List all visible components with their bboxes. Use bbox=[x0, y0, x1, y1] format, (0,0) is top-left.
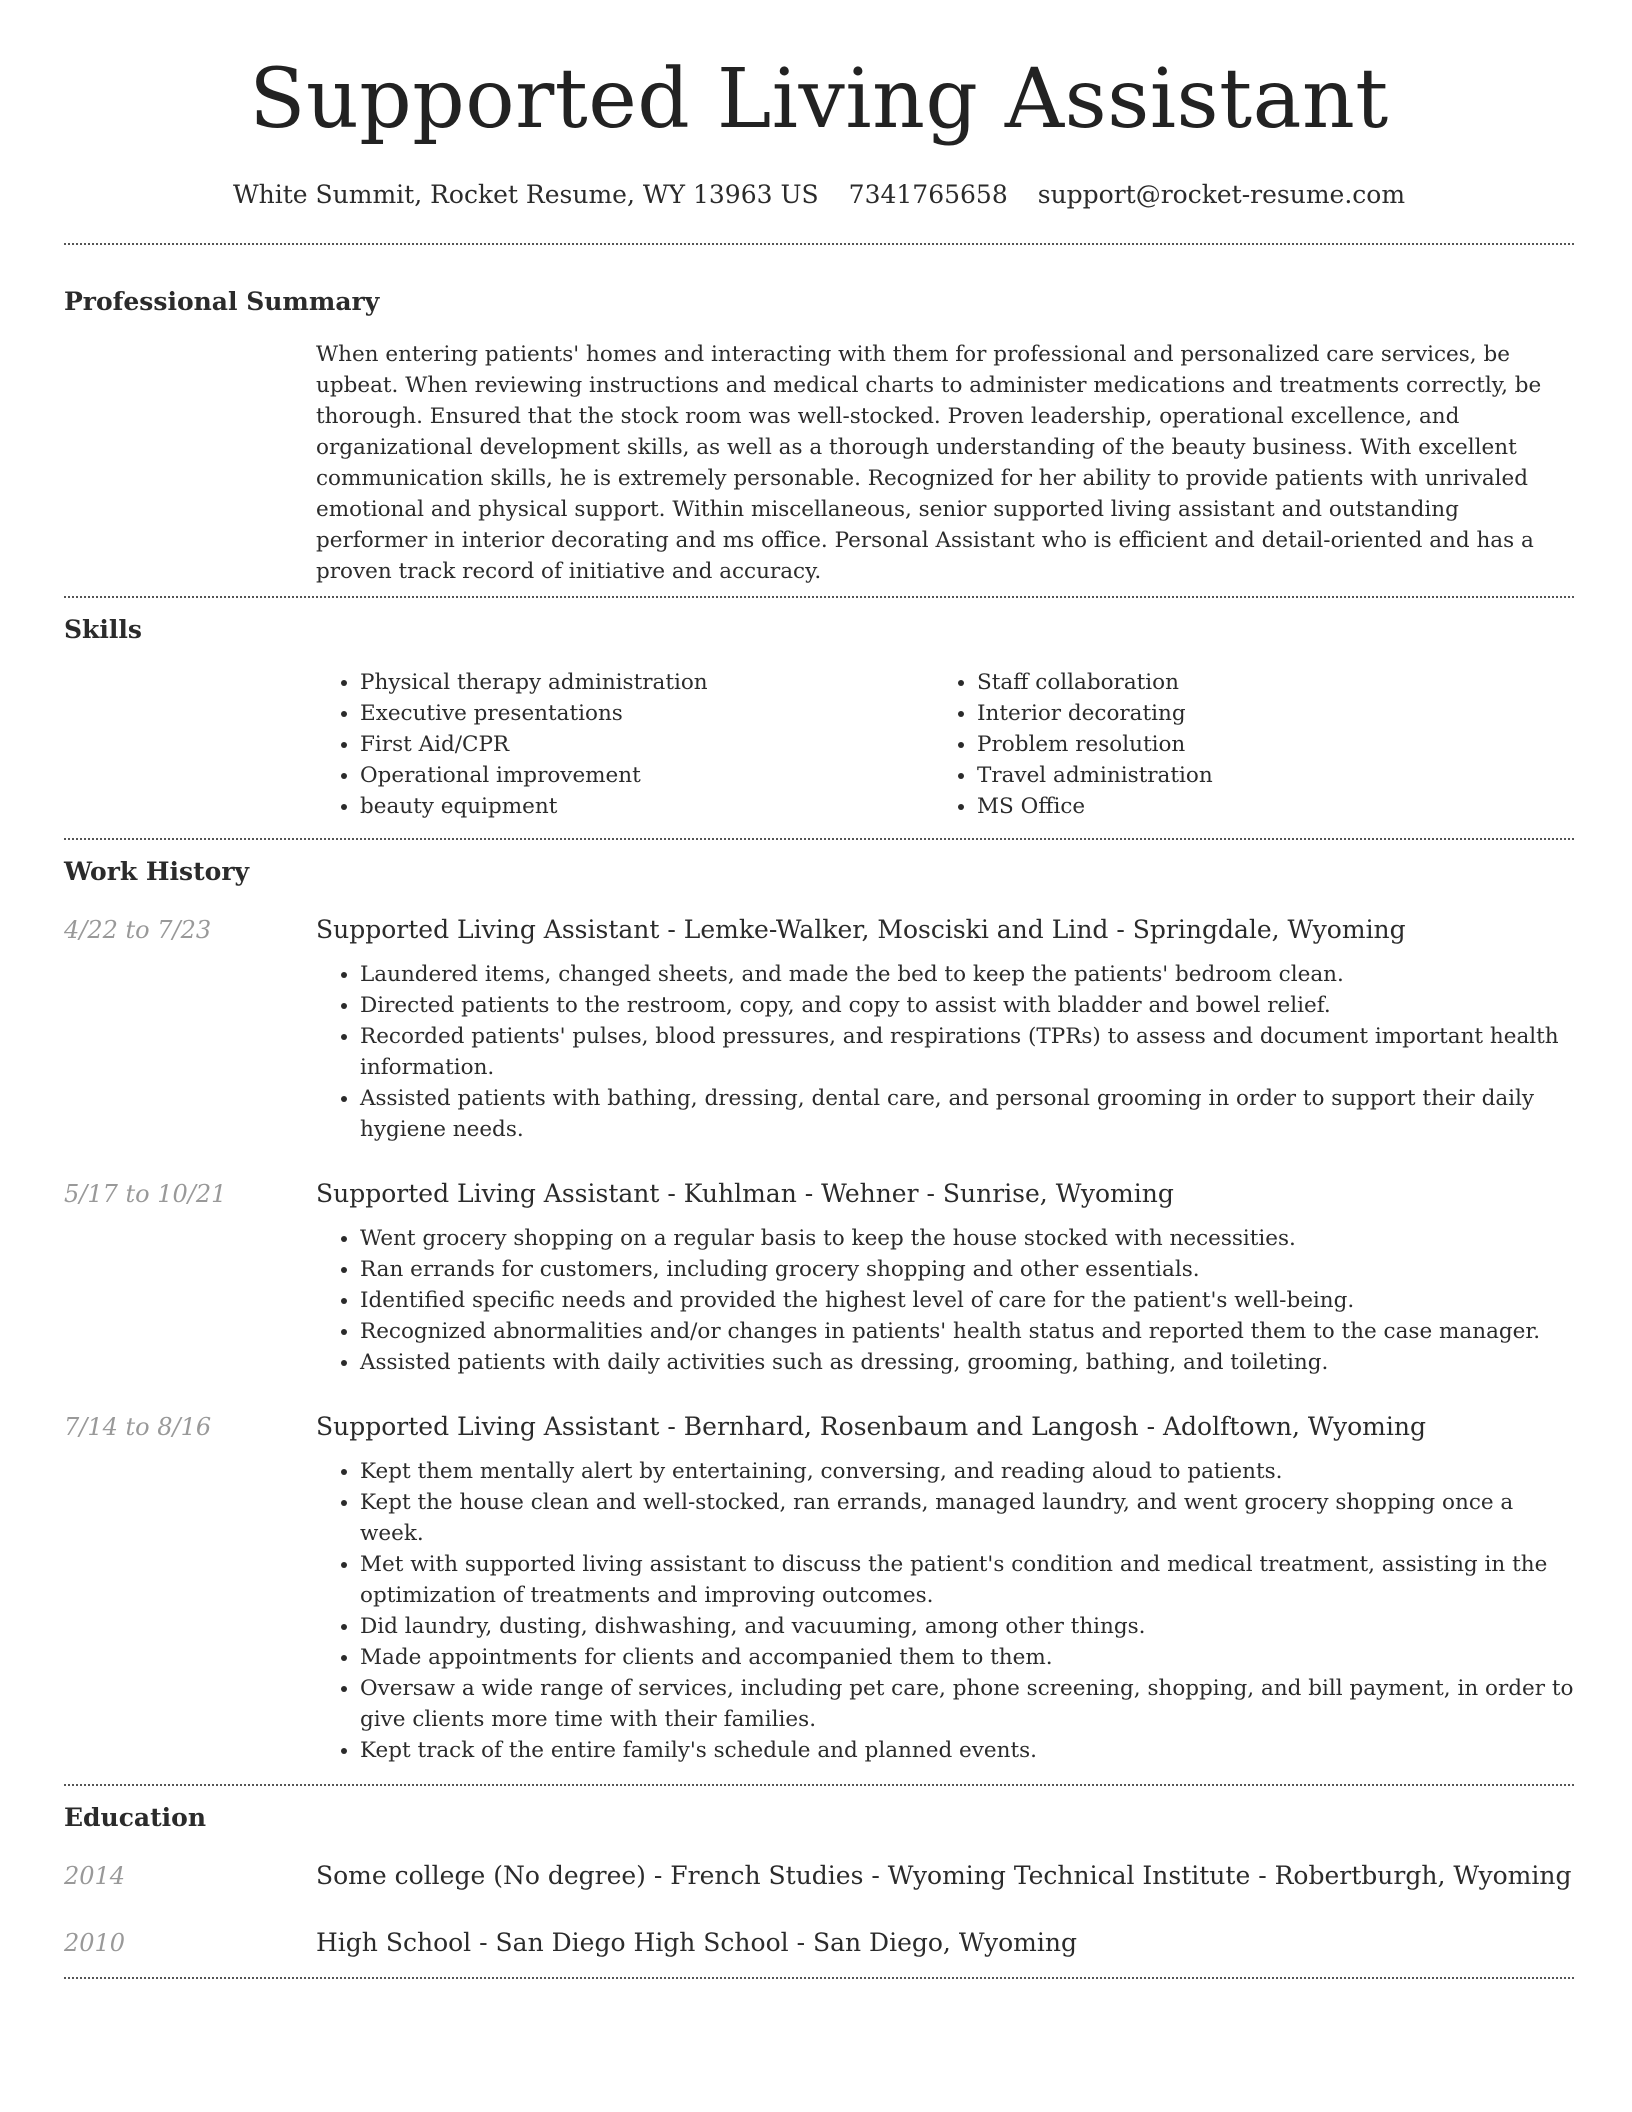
education-section bbox=[64, 1801, 1574, 1960]
resume-page bbox=[64, 0, 1574, 1979]
list-item: • Did laundry, dusting, dishwashing, and vacuuming, among other things. bbox=[360, 1611, 1574, 1642]
education-entry bbox=[64, 1859, 1574, 1893]
skills-columns bbox=[316, 667, 1574, 822]
skill-item: • Physical therapy administration bbox=[360, 667, 933, 698]
education-degree: High School bbox=[316, 1928, 472, 1957]
job-dates: 7/14 to 8/16 bbox=[64, 1413, 212, 1441]
skills-heading: Skills bbox=[64, 615, 142, 644]
list-item: • Made appointments for clients and accompanied them to them. bbox=[360, 1642, 1574, 1673]
list-item: • Laundered items, changed sheets, and made the bed to keep the patients' bedroom clean. bbox=[360, 959, 1574, 990]
job-employer: - Kuhlman - Wehner - Sunrise, Wyoming bbox=[659, 1179, 1174, 1208]
job-entry bbox=[64, 913, 1574, 1145]
job-dates: 4/22 to 7/23 bbox=[64, 916, 212, 944]
section-divider bbox=[64, 243, 1574, 245]
education-year: 2014 bbox=[64, 1862, 126, 1890]
job-title-line bbox=[316, 1410, 1574, 1444]
summary-body bbox=[316, 339, 1574, 587]
job-title: Supported Living Assistant bbox=[316, 915, 660, 944]
work-section bbox=[64, 855, 1574, 1766]
summary-heading: Professional Summary bbox=[64, 287, 380, 316]
education-location: Robertburgh, Wyoming bbox=[1274, 1861, 1572, 1890]
list-item: • Kept the house clean and well-stocked, ran errands, managed laundry, and went grocery shopping once a week. bbox=[360, 1487, 1574, 1549]
skill-item: • First Aid/CPR bbox=[360, 729, 933, 760]
contact-email[interactable]: support@rocket-resume.com bbox=[1037, 180, 1406, 209]
education-school: Wyoming Technical Institute bbox=[887, 1861, 1251, 1890]
job-bullets bbox=[316, 1223, 1574, 1378]
section-divider bbox=[64, 1977, 1574, 1979]
list-item: • Recognized abnormalities and/or changes in patients' health status and reported them to the case manager. bbox=[360, 1316, 1574, 1347]
contact-address: White Summit, Rocket Resume, WY 13963 US bbox=[232, 180, 819, 209]
list-item: • Assisted patients with bathing, dressing, dental care, and personal grooming in order to support their daily hygiene needs. bbox=[360, 1083, 1574, 1145]
job-entry bbox=[64, 1410, 1574, 1766]
contact-phone: 7341765658 bbox=[848, 180, 1008, 209]
education-line: High School - San Diego High School - San Diego, Wyoming bbox=[316, 1928, 1077, 1957]
skill-item: • Interior decorating bbox=[977, 698, 1550, 729]
education-entry bbox=[64, 1926, 1574, 1960]
list-item: • Assisted patients with daily activities such as dressing, grooming, bathing, and toileting. bbox=[360, 1347, 1574, 1378]
list-item: • Went grocery shopping on a regular basis to keep the house stocked with necessities. bbox=[360, 1223, 1574, 1254]
section-divider bbox=[64, 1784, 1574, 1786]
section-divider bbox=[64, 596, 1574, 598]
job-body bbox=[316, 913, 1574, 1145]
job-bullets bbox=[316, 1456, 1574, 1766]
skill-item: • Operational improvement bbox=[360, 760, 933, 791]
education-heading: Education bbox=[64, 1803, 207, 1832]
education-location: San Diego, Wyoming bbox=[812, 1928, 1077, 1957]
job-employer: - Lemke-Walker, Mosciski and Lind - Springdale, Wyoming bbox=[659, 915, 1406, 944]
skills-list-left bbox=[316, 667, 933, 822]
job-title: Supported Living Assistant bbox=[316, 1179, 660, 1208]
work-heading: Work History bbox=[64, 857, 250, 886]
education-field: French Studies bbox=[670, 1861, 864, 1890]
skill-item: • MS Office bbox=[977, 791, 1550, 822]
job-dates: 5/17 to 10/21 bbox=[64, 1180, 227, 1208]
education-line: Some college (No degree) - French Studies - Wyoming Technical Institute - Robertburgh, Wyoming bbox=[316, 1861, 1572, 1890]
job-title-line bbox=[316, 913, 1574, 947]
skill-item: • beauty equipment bbox=[360, 791, 933, 822]
contact-line bbox=[64, 178, 1574, 212]
education-school: San Diego High School bbox=[495, 1928, 789, 1957]
skill-item: • Executive presentations bbox=[360, 698, 933, 729]
list-item: • Identified specific needs and provided the highest level of care for the patient's well-being. bbox=[360, 1285, 1574, 1316]
summary-section bbox=[64, 285, 1574, 587]
job-bullets bbox=[316, 959, 1574, 1145]
job-employer: - Bernhard, Rosenbaum and Langosh - Adolftown, Wyoming bbox=[659, 1412, 1426, 1441]
skills-section bbox=[64, 613, 1574, 822]
skill-item: • Staff collaboration bbox=[977, 667, 1550, 698]
list-item: • Recorded patients' pulses, blood pressures, and respirations (TPRs) to assess and document important health information. bbox=[360, 1021, 1574, 1083]
list-item: • Kept them mentally alert by entertaining, conversing, and reading aloud to patients. bbox=[360, 1456, 1574, 1487]
job-entry bbox=[64, 1177, 1574, 1378]
job-title-line bbox=[316, 1177, 1574, 1211]
job-body bbox=[316, 1177, 1574, 1378]
list-item: • Directed patients to the restroom, copy, and copy to assist with bladder and bowel relief. bbox=[360, 990, 1574, 1021]
list-item: • Met with supported living assistant to discuss the patient's condition and medical treatment, assisting in the optimization of treatments and improving outcomes. bbox=[360, 1549, 1574, 1611]
job-title: Supported Living Assistant bbox=[316, 1412, 660, 1441]
skill-item: • Travel administration bbox=[977, 760, 1550, 791]
skills-list-right bbox=[933, 667, 1550, 822]
education-degree: Some college (No degree) bbox=[316, 1861, 646, 1890]
list-item: • Oversaw a wide range of services, including pet care, phone screening, shopping, and bill payment, in order to give clients more time with their families. bbox=[360, 1673, 1574, 1735]
list-item: • Kept track of the entire family's schedule and planned events. bbox=[360, 1735, 1574, 1766]
job-body bbox=[316, 1410, 1574, 1766]
candidate-name: Supported Living Assistant bbox=[249, 52, 1389, 147]
list-item: • Ran errands for customers, including grocery shopping and other essentials. bbox=[360, 1254, 1574, 1285]
summary-text: When entering patients' homes and interacting with them for professional and personalized care services, be upbeat. When reviewing instructions and medical charts to administer medications and treatments correctly, be thorough. Ensured that the stock room was well-stocked. Proven leadership, operational excellence, and organizational development skills, as well as a thorough understanding of the beauty business. With excellent communication skills, he is extremely personable. Recognized for her ability to provide patients with unrivaled emotional and physical support. Within miscellaneous, senior supported living assistant and outstanding performer in interior decorating and ms office. Personal Assistant who is efficient and detail-oriented and has a proven track record of initiative and accuracy. bbox=[316, 342, 1542, 584]
education-year: 2010 bbox=[64, 1929, 126, 1957]
skill-item: • Problem resolution bbox=[977, 729, 1550, 760]
section-divider bbox=[64, 838, 1574, 840]
